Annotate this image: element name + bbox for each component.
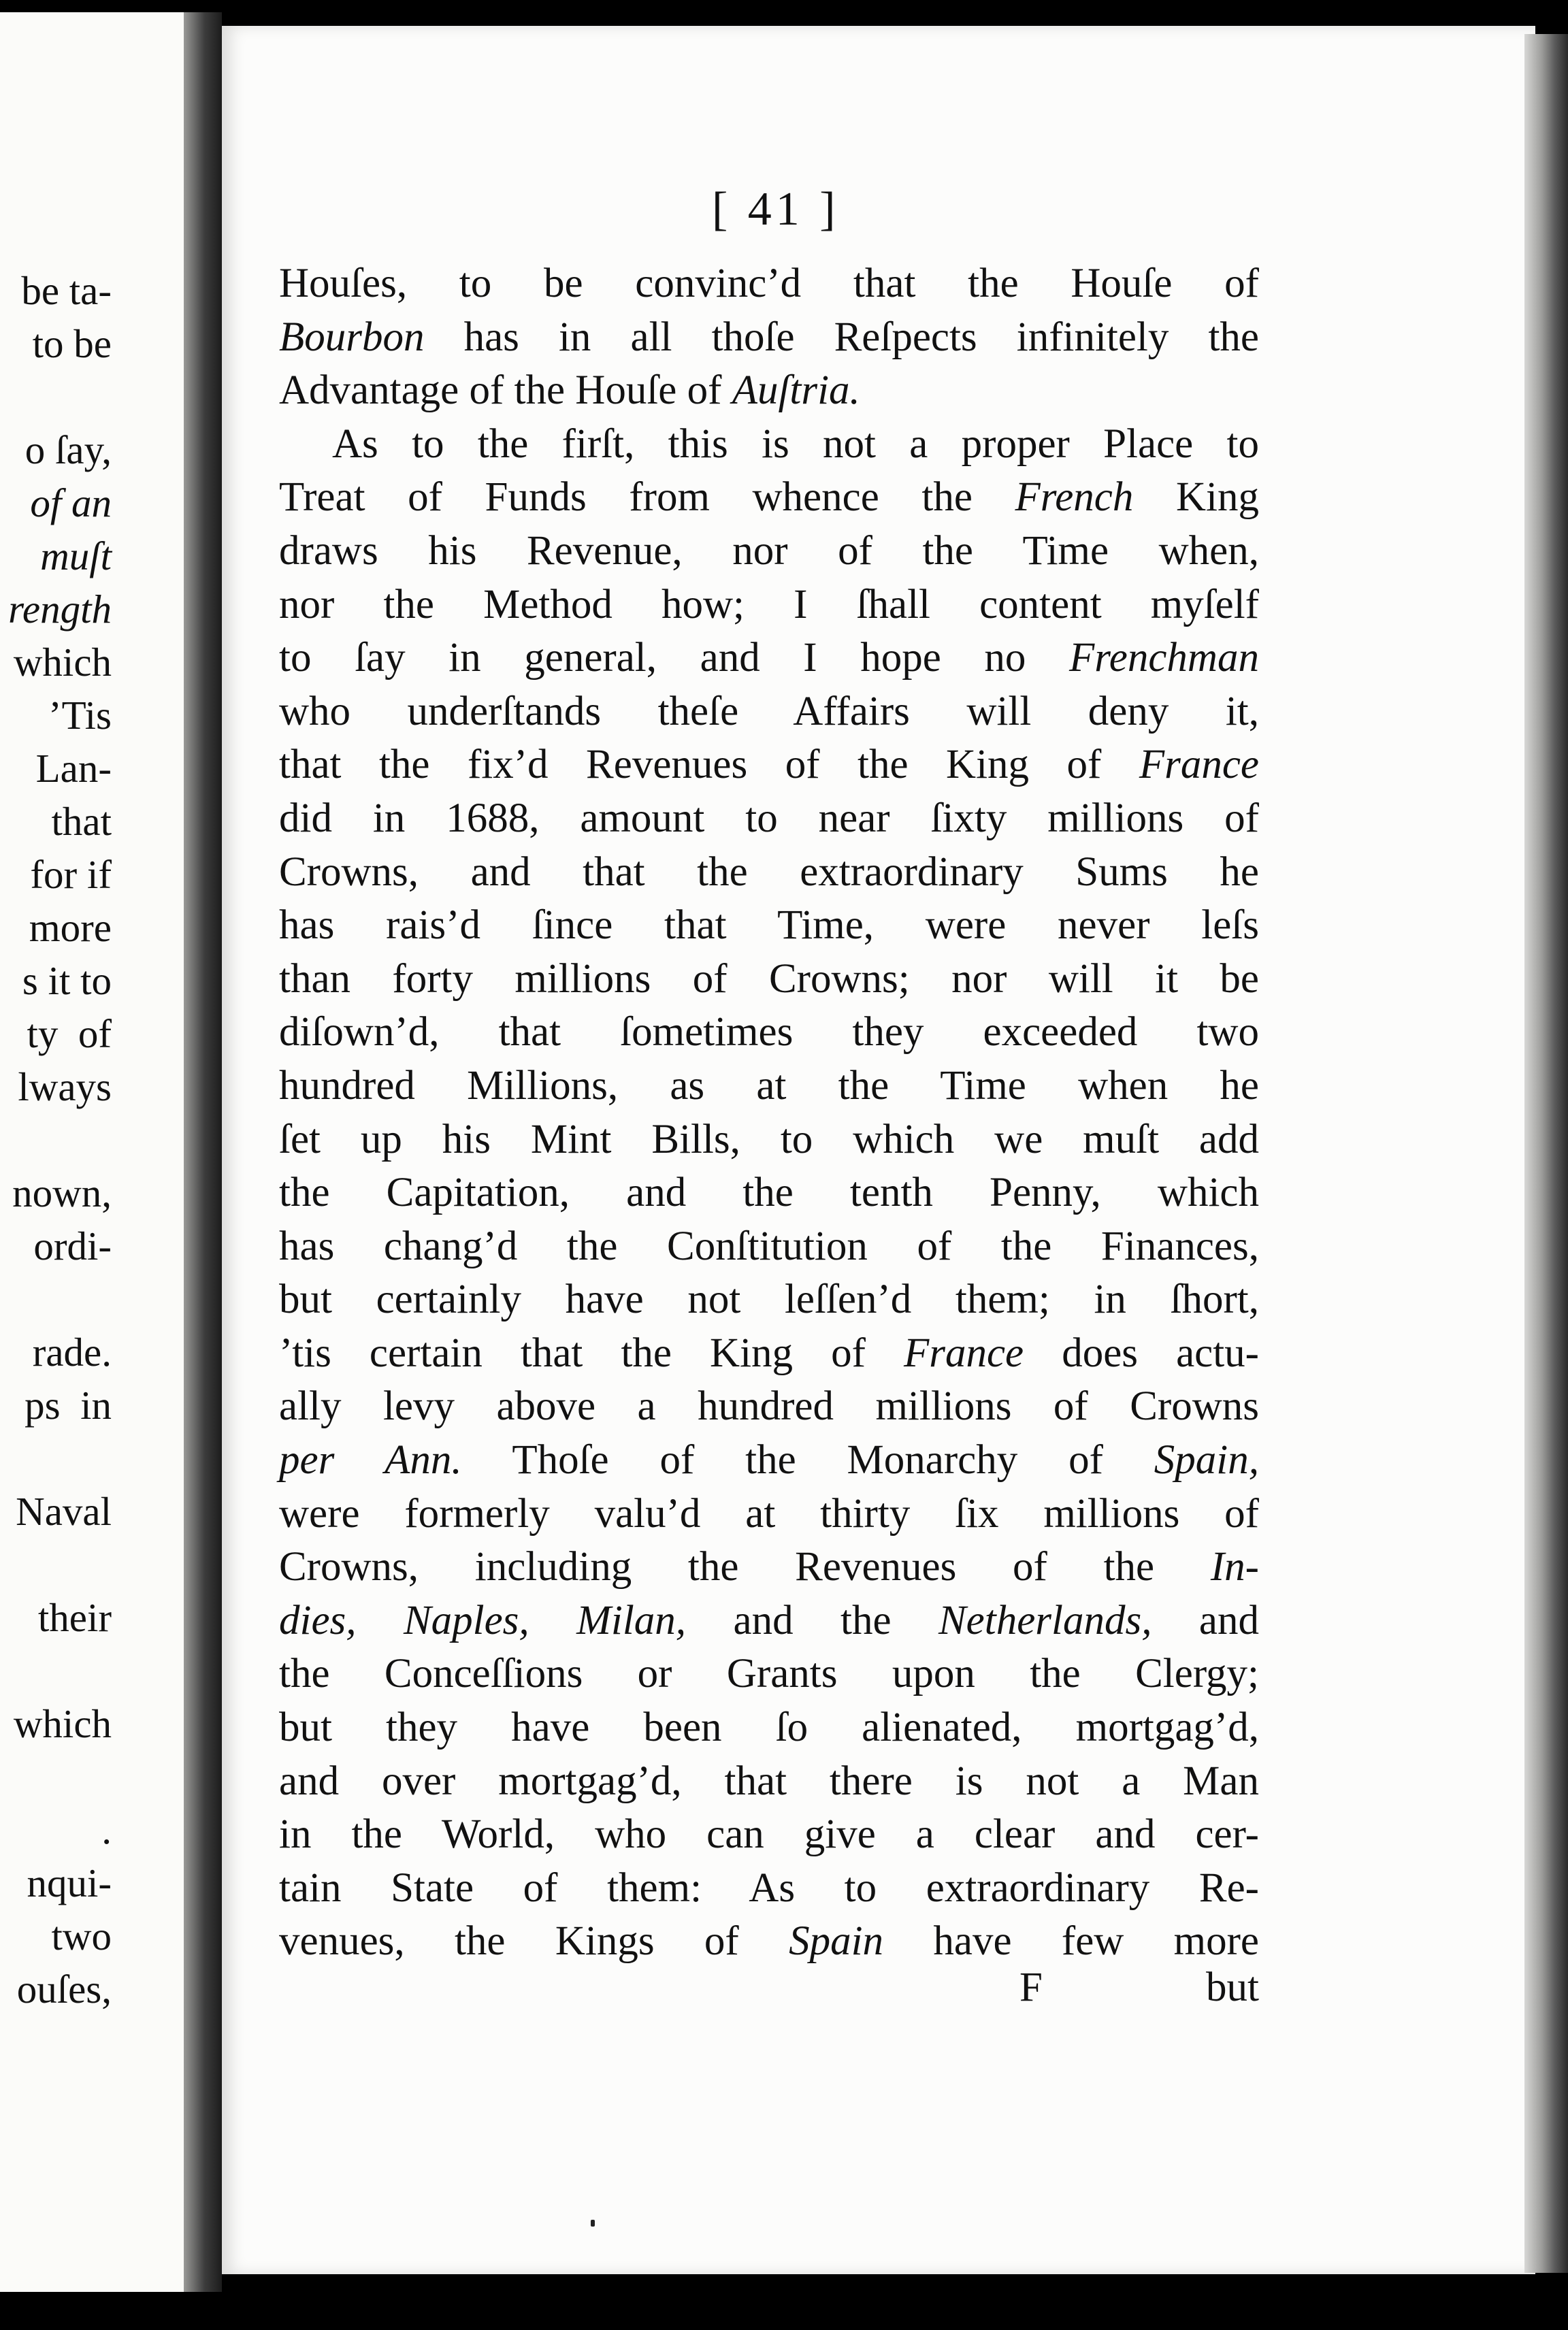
text-run: ſet up his Mint Bills, to which we muſt add <box>279 1116 1259 1162</box>
text-run: has in all thoſe Reſpects infinitely the <box>424 314 1259 360</box>
text-line <box>279 1488 1259 1541</box>
text-run: to ſay in general, and I hope no <box>279 635 1070 681</box>
italic-text: Spain <box>789 1918 884 1965</box>
left-line-fragment: Lan- <box>35 746 112 791</box>
text-run: Crowns, and that the extraordinary Sums he <box>279 849 1259 895</box>
text-run: were formerly valu’d at thirty ſix millions of <box>279 1490 1259 1537</box>
italic-text: Auſtria. <box>732 367 860 414</box>
left-line-fragment: s it to <box>22 958 112 1003</box>
text-run: Thoſe of the Monarchy of <box>461 1437 1154 1483</box>
signature-mark: F <box>1019 1965 1043 2010</box>
text-line <box>279 1220 1259 1274</box>
text-run: than forty millions of Crowns; nor will it be <box>279 955 1259 1002</box>
text-run: but they have been ſo alienated, mortgag’d, <box>279 1705 1259 1751</box>
text-line <box>279 1541 1259 1594</box>
text-run: in the World, who can give a clear and cer- <box>279 1811 1259 1858</box>
text-line <box>279 1434 1259 1488</box>
left-line-fragment: that <box>51 799 112 844</box>
book-gutter <box>184 12 222 2292</box>
left-line-fragment: which <box>13 640 112 685</box>
italic-text: Bourbon <box>279 314 425 360</box>
text-line <box>279 792 1259 846</box>
italic-text: Netherlands, <box>938 1597 1152 1643</box>
italic-text: per Ann. <box>279 1437 462 1483</box>
text-line <box>279 418 1259 472</box>
text-line <box>279 311 1259 365</box>
left-line-fragment: two <box>51 1914 112 1958</box>
left-line-fragment: ’Tis <box>48 693 112 738</box>
left-line-fragment: their <box>37 1595 112 1640</box>
italic-text: In- <box>1210 1544 1259 1590</box>
italic-text: Frenchman <box>1069 635 1259 681</box>
left-line-fragment: lways <box>18 1064 112 1109</box>
page-edge <box>1524 34 1568 2273</box>
left-line-fragment: muſt <box>40 534 112 578</box>
text-run: diſown’d, that ſometimes they exceeded two <box>279 1009 1259 1055</box>
ink-speck <box>591 2220 595 2227</box>
text-run: King <box>1133 474 1259 521</box>
text-run: Advantage of the Houſe of <box>279 367 732 414</box>
left-line-fragment <box>8 1644 112 1697</box>
text-line <box>279 1327 1259 1381</box>
text-run: ’tis certain that the King of <box>279 1330 904 1376</box>
text-run: ally levy above a hundred millions of Crowns <box>279 1383 1259 1430</box>
text-line <box>279 1701 1259 1755</box>
text-line <box>279 1273 1259 1327</box>
text-run: venues, the Kings of <box>279 1918 789 1965</box>
italic-text: France <box>903 1330 1024 1376</box>
left-line-fragment: more <box>29 905 112 950</box>
text-run: does actu- <box>1024 1330 1259 1376</box>
text-line <box>279 578 1259 632</box>
italic-text: dies, Naples, Milan, <box>279 1597 687 1643</box>
catchword: but <box>1206 1965 1259 2010</box>
text-line <box>279 1808 1259 1862</box>
text-line <box>279 257 1259 311</box>
text-line <box>279 846 1259 900</box>
left-line-fragment <box>8 1750 112 1803</box>
left-line-fragment: rength <box>8 587 112 631</box>
left-line-fragment: ty of <box>27 1011 112 1056</box>
text-line <box>279 953 1259 1006</box>
text-line <box>279 1862 1259 1916</box>
left-line-fragment <box>8 1432 112 1485</box>
text-run: Treat of Funds from whence the <box>279 474 1015 521</box>
text-run: has rais’d ſince that Time, were never leſs <box>279 902 1259 949</box>
left-line-fragment <box>8 1113 112 1166</box>
text-run: tain State of them: As to extraordinary Re- <box>279 1865 1259 1911</box>
text-line <box>279 1915 1259 1969</box>
text-run: that the fix’d Revenues of the King of <box>279 742 1139 788</box>
text-line <box>279 525 1259 578</box>
left-line-fragment: ordi- <box>33 1224 112 1268</box>
text-line <box>279 685 1259 739</box>
text-line <box>279 1647 1259 1701</box>
text-line <box>279 1380 1259 1434</box>
text-run: and over mortgag’d, that there is not a Man <box>279 1758 1259 1804</box>
text-run: and <box>1152 1597 1259 1643</box>
left-line-fragment: nqui- <box>27 1860 112 1905</box>
italic-text: France <box>1139 742 1259 788</box>
text-run: has chang’d the Conſtitution of the Finances, <box>279 1223 1259 1269</box>
text-line <box>279 1113 1259 1167</box>
text-run: and the <box>686 1597 938 1643</box>
text-run: the Capitation, and the tenth Penny, which <box>279 1170 1259 1216</box>
left-line-fragment <box>8 1273 112 1326</box>
text-line <box>279 899 1259 953</box>
left-line-fragment: which <box>13 1701 112 1746</box>
left-page <box>0 12 192 2292</box>
left-line-fragment: of an <box>30 480 112 525</box>
left-line-fragment: be ta- <box>21 268 112 313</box>
text-run: Houſes, to be convinc’d that the Houſe of <box>279 261 1259 306</box>
italic-text: French <box>1015 474 1134 521</box>
left-line-fragment: for if <box>30 852 112 897</box>
text-line <box>279 738 1259 792</box>
left-line-fragment <box>8 370 112 423</box>
left-page-text <box>8 264 112 2016</box>
italic-text: Spain, <box>1154 1437 1259 1483</box>
left-line-fragment: Naval <box>16 1489 112 1534</box>
text-line <box>279 1594 1259 1648</box>
text-run: nor the Method how; I ſhall content myſelf <box>279 581 1259 627</box>
left-line-fragment <box>8 1538 112 1591</box>
text-line <box>279 1166 1259 1220</box>
text-line <box>279 364 1259 418</box>
text-run: As to the firſt, this is not a proper Place to <box>332 421 1259 467</box>
text-line <box>279 471 1259 525</box>
text-run: the Conceſſions or Grants upon the Clergy; <box>279 1651 1259 1697</box>
page-number: [ 41 ] <box>712 183 840 235</box>
left-line-fragment: ps in <box>24 1383 112 1428</box>
text-line <box>279 1060 1259 1113</box>
left-line-fragment: o ſay, <box>24 427 112 472</box>
text-run: did in 1688, amount to near ſixty millions of <box>279 795 1259 841</box>
left-line-fragment: nown, <box>12 1170 112 1215</box>
left-line-fragment: to be <box>32 321 112 366</box>
text-run: draws his Revenue, nor of the Time when, <box>279 527 1259 574</box>
text-line <box>279 631 1259 685</box>
body-text <box>279 257 1259 1969</box>
text-run: have few more <box>883 1918 1259 1965</box>
text-line <box>279 1006 1259 1060</box>
left-line-fragment: rade. <box>32 1330 112 1375</box>
text-line <box>279 1755 1259 1809</box>
text-run: who underſtands theſe Affairs will deny it, <box>279 688 1259 734</box>
text-run: but certainly have not leſſen’d them; in ſhort, <box>279 1277 1259 1323</box>
left-line-fragment: . <box>101 1807 112 1852</box>
text-run: Crowns, including the Revenues of the <box>279 1544 1211 1590</box>
left-line-fragment: ouſes, <box>16 1967 112 2012</box>
text-run: hundred Millions, as at the Time when he <box>279 1062 1259 1109</box>
